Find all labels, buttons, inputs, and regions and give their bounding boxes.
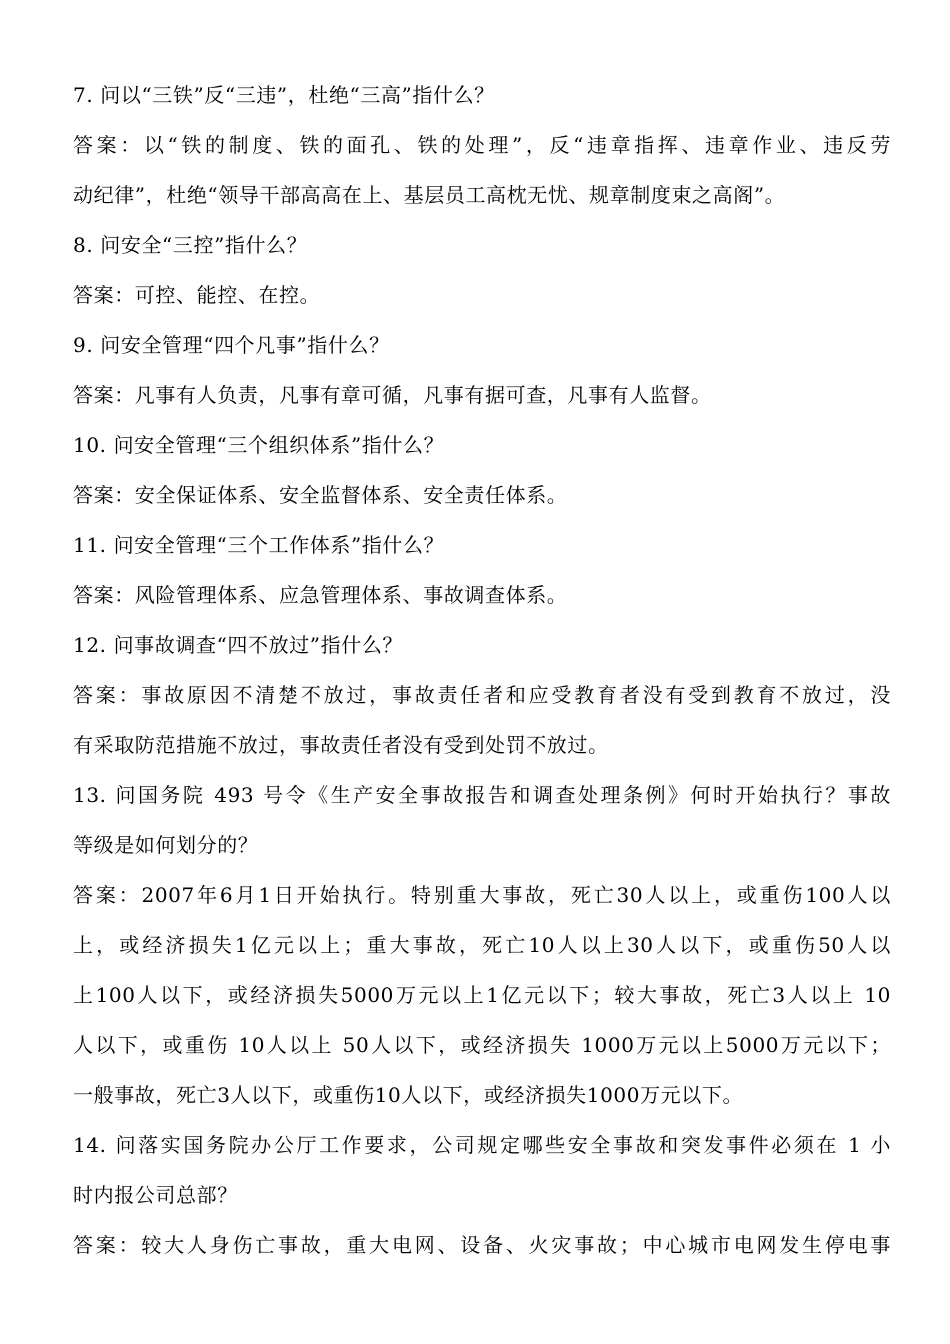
question-12: 12. 问事故调查“四不放过”指什么？ <box>73 633 404 657</box>
answer-13-line-3: 上100人以下，或经济损失5000万元以上1亿元以下；较大事故，死亡3人以上 10 <box>73 983 891 1007</box>
question-13-line-1: 13. 问国务院 493 号令《生产安全事故报告和调查处理条例》何时开始执行？事故 <box>73 783 891 807</box>
question-13-line-2: 等级是如何划分的？ <box>73 833 259 857</box>
answer-13-line-5: 一般事故，死亡3人以下，或重伤10人以下，或经济损失1000万元以下。 <box>73 1083 744 1107</box>
answer-7-line-2: 动纪律”，杜绝“领导干部高高在上、基层员工高枕无忧、规章制度束之高阁”。 <box>73 183 786 207</box>
question-14-line-2: 时内报公司总部？ <box>73 1183 238 1207</box>
question-7: 7. 问以“三铁”反“三违”，杜绝“三高”指什么？ <box>73 83 495 107</box>
answer-13-line-2: 上，或经济损失1亿元以上；重大事故，死亡10人以上30人以下，或重伤50人以 <box>73 933 891 957</box>
answer-13-line-4: 人以下，或重伤 10人以上 50人以下，或经济损失 1000万元以上5000万元以下； <box>73 1033 891 1057</box>
question-14-line-1: 14. 问落实国务院办公厅工作要求，公司规定哪些安全事故和突发事件必须在 1 小 <box>73 1133 891 1157</box>
answer-12-line-2: 有采取防范措施不放过，事故责任者没有受到处罚不放过。 <box>73 733 609 757</box>
answer-14-line-1: 答案：较大人身伤亡事故，重大电网、设备、火灾事故；中心城市电网发生停电事 <box>73 1233 891 1257</box>
answer-12-line-1: 答案：事故原因不清楚不放过，事故责任者和应受教育者没有受到教育不放过，没 <box>73 683 891 707</box>
answer-8: 答案：可控、能控、在控。 <box>73 283 321 307</box>
answer-10: 答案：安全保证体系、安全监督体系、安全责任体系。 <box>73 483 568 507</box>
question-10: 10. 问安全管理“三个组织体系”指什么？ <box>73 433 445 457</box>
answer-13-line-1: 答案：2007年6月1日开始执行。特别重大事故，死亡30人以上，或重伤100人以 <box>73 883 891 907</box>
answer-11: 答案：风险管理体系、应急管理体系、事故调查体系。 <box>73 583 568 607</box>
question-8: 8. 问安全“三控”指什么？ <box>73 233 308 257</box>
answer-9: 答案：凡事有人负责，凡事有章可循，凡事有据可查，凡事有人监督。 <box>73 383 712 407</box>
question-9: 9. 问安全管理“四个凡事”指什么？ <box>73 333 390 357</box>
question-11: 11. 问安全管理“三个工作体系”指什么？ <box>73 533 445 557</box>
answer-7-line-1: 答案：以“铁的制度、铁的面孔、铁的处理”，反“违章指挥、违章作业、违反劳 <box>73 133 891 157</box>
